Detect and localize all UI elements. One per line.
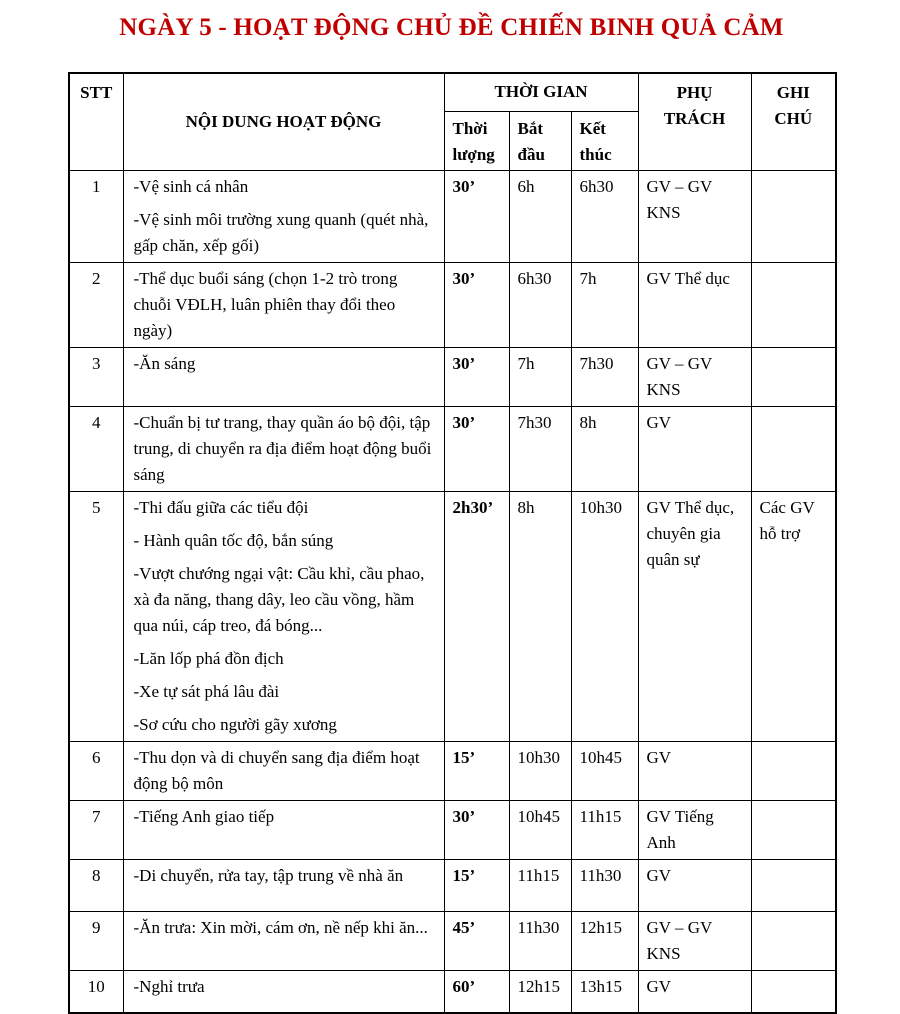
start-cell: 11h30: [509, 911, 571, 970]
header-time-group: THỜI GIAN: [444, 73, 638, 111]
table-row: [69, 859, 836, 911]
start-cell: 10h45: [509, 800, 571, 859]
content-paragraph: - Hành quân tốc độ, bắn súng: [133, 530, 334, 550]
in-charge-cell: GV: [638, 741, 751, 800]
end-cell: 10h45: [571, 741, 638, 800]
start-cell: 11h15: [509, 859, 571, 911]
notes-cell: [751, 170, 836, 262]
table-row: [69, 741, 836, 800]
in-charge-cell: GV Thể dục: [638, 262, 751, 347]
notes-cell: [751, 911, 836, 970]
content-cell: [123, 491, 444, 741]
content-paragraph: -Sơ cứu cho người gãy xương: [133, 714, 337, 734]
header-end: Kết thúc: [571, 111, 638, 170]
header-content: NỘI DUNG HOẠT ĐỘNG: [123, 73, 444, 170]
end-cell: 6h30: [571, 170, 638, 262]
table-row: [69, 491, 836, 741]
stt-cell: 9: [69, 911, 123, 970]
content-paragraph: -Vệ sinh môi trường xung quanh (quét nhà, gấp chăn, xếp gối): [133, 209, 429, 255]
end-cell: 12h15: [571, 911, 638, 970]
duration-cell: 30’: [444, 170, 509, 262]
table-row: [69, 406, 836, 491]
end-cell: 7h30: [571, 347, 638, 406]
content-cell: [123, 406, 444, 491]
header-in-charge: PHỤ TRÁCH: [638, 73, 751, 170]
in-charge-cell: GV: [638, 406, 751, 491]
content-cell: [123, 347, 444, 406]
start-cell: 8h: [509, 491, 571, 741]
in-charge-cell: GV: [638, 859, 751, 911]
header-stt: STT: [69, 73, 123, 170]
notes-cell: [751, 859, 836, 911]
content-cell: [123, 911, 444, 970]
start-cell: 6h30: [509, 262, 571, 347]
content-paragraph: -Di chuyển, rửa tay, tập trung về nhà ăn: [133, 865, 404, 885]
content-cell: [123, 859, 444, 911]
content-paragraph: -Lăn lốp phá đồn địch: [133, 648, 284, 668]
content-paragraph: -Ăn trưa: Xin mời, cám ơn, nề nếp khi ăn...: [133, 917, 428, 937]
table-row: [69, 170, 836, 262]
schedule-table-header: [69, 73, 836, 170]
duration-cell: 30’: [444, 406, 509, 491]
duration-cell: 15’: [444, 859, 509, 911]
duration-cell: 45’: [444, 911, 509, 970]
content-cell: [123, 800, 444, 859]
content-paragraph: -Vệ sinh cá nhân: [133, 176, 249, 196]
content-paragraph: -Ăn sáng: [133, 353, 196, 373]
notes-cell: Các GV hỗ trợ: [751, 491, 836, 741]
content-paragraph: -Vượt chướng ngại vật: Cầu khỉ, cầu phao, xà đa năng, thang dây, leo cầu vồng, hầm qua núi, cáp treo, đá bóng...: [133, 563, 425, 635]
page-title: NGÀY 5 - HOẠT ĐỘNG CHỦ ĐỀ CHIẾN BINH QUẢ CẢM: [119, 14, 784, 41]
start-cell: 6h: [509, 170, 571, 262]
content-paragraph: -Xe tự sát phá lâu đài: [133, 681, 280, 701]
stt-cell: 5: [69, 491, 123, 741]
end-cell: 7h: [571, 262, 638, 347]
duration-cell: 60’: [444, 970, 509, 1013]
content-paragraph: -Thể dục buổi sáng (chọn 1-2 trò trong chuỗi VĐLH, luân phiên thay đổi theo ngày): [133, 268, 398, 340]
duration-cell: 30’: [444, 262, 509, 347]
header-start: Bắt đầu: [509, 111, 571, 170]
stt-cell: 6: [69, 741, 123, 800]
document-content: [68, 14, 835, 1014]
in-charge-cell: GV – GV KNS: [638, 170, 751, 262]
notes-cell: [751, 347, 836, 406]
content-cell: [123, 170, 444, 262]
content-paragraph: -Chuẩn bị tư trang, thay quần áo bộ đội, tập trung, di chuyển ra địa điểm hoạt động buổi sáng: [133, 412, 432, 484]
stt-cell: 10: [69, 970, 123, 1013]
content-paragraph: -Thu dọn và di chuyển sang địa điểm hoạt động bộ môn: [133, 747, 420, 793]
duration-cell: 15’: [444, 741, 509, 800]
in-charge-cell: GV Tiếng Anh: [638, 800, 751, 859]
stt-cell: 1: [69, 170, 123, 262]
in-charge-cell: GV – GV KNS: [638, 347, 751, 406]
notes-cell: [751, 741, 836, 800]
end-cell: 8h: [571, 406, 638, 491]
start-cell: 7h: [509, 347, 571, 406]
end-cell: 11h15: [571, 800, 638, 859]
start-cell: 12h15: [509, 970, 571, 1013]
header-row-top: [69, 73, 836, 111]
content-cell: [123, 262, 444, 347]
end-cell: 10h30: [571, 491, 638, 741]
stt-cell: 8: [69, 859, 123, 911]
end-cell: 11h30: [571, 859, 638, 911]
schedule-table: [68, 72, 837, 1014]
table-row: [69, 800, 836, 859]
stt-cell: 7: [69, 800, 123, 859]
header-duration: Thời lượng: [444, 111, 509, 170]
in-charge-cell: GV Thể dục, chuyên gia quân sự: [638, 491, 751, 741]
content-paragraph: -Nghỉ trưa: [133, 976, 205, 996]
content-paragraph: -Tiếng Anh giao tiếp: [133, 806, 275, 826]
duration-cell: 2h30’: [444, 491, 509, 741]
schedule-table-body: [69, 170, 836, 1013]
notes-cell: [751, 800, 836, 859]
notes-cell: [751, 406, 836, 491]
table-row: [69, 262, 836, 347]
duration-cell: 30’: [444, 347, 509, 406]
stt-cell: 2: [69, 262, 123, 347]
table-row: [69, 911, 836, 970]
notes-cell: [751, 262, 836, 347]
header-notes: GHI CHÚ: [751, 73, 836, 170]
duration-cell: 30’: [444, 800, 509, 859]
in-charge-cell: GV: [638, 970, 751, 1013]
content-cell: [123, 741, 444, 800]
in-charge-cell: GV – GV KNS: [638, 911, 751, 970]
end-cell: 13h15: [571, 970, 638, 1013]
content-paragraph: -Thi đấu giữa các tiểu đội: [133, 497, 309, 517]
start-cell: 7h30: [509, 406, 571, 491]
table-row: [69, 347, 836, 406]
stt-cell: 4: [69, 406, 123, 491]
stt-cell: 3: [69, 347, 123, 406]
start-cell: 10h30: [509, 741, 571, 800]
